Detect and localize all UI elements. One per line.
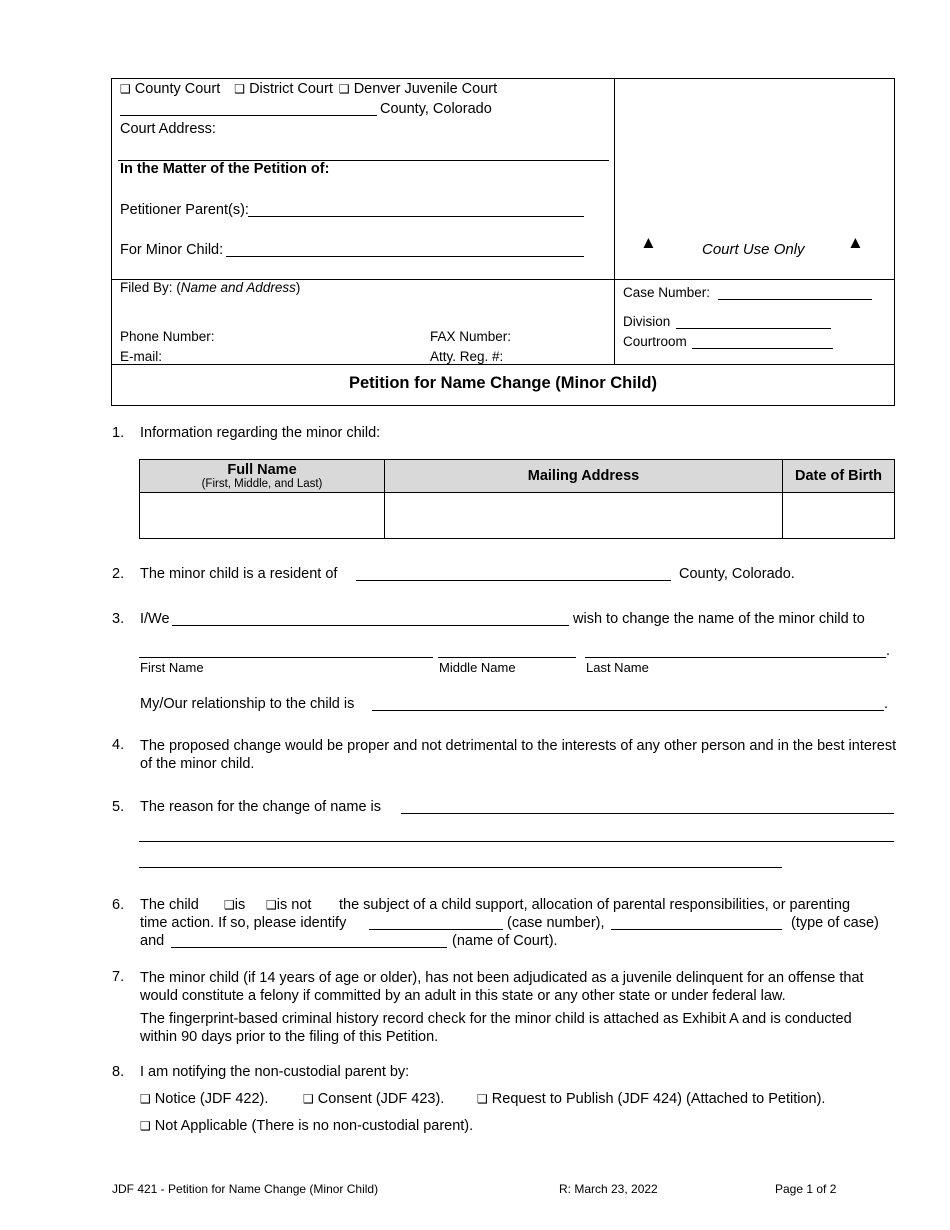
col-date-of-birth: Date of Birth — [783, 460, 895, 493]
table-row — [140, 493, 895, 539]
reason-field-1[interactable] — [401, 813, 894, 814]
item-number: 8. — [112, 1064, 125, 1080]
county-suffix: County, Colorado — [380, 101, 492, 117]
case-number-label: Case Number: — [623, 285, 711, 300]
item-3-text-b: wish to change the name of the minor child to — [573, 611, 865, 627]
item-number: 6. — [112, 897, 125, 913]
first-name-label: First Name — [140, 660, 204, 675]
up-arrow-icon: ▲ — [640, 233, 657, 252]
checkbox-icon[interactable]: ❑ — [140, 1119, 151, 1133]
full-name-cell[interactable] — [140, 493, 385, 539]
district-court-option[interactable]: ❑ District Court — [234, 81, 333, 97]
petitioner-field[interactable] — [248, 216, 584, 217]
item-2-suffix: County, Colorado. — [679, 566, 795, 582]
item-6-text-c: time action. If so, please identify — [140, 915, 347, 931]
item-number: 1. — [112, 425, 125, 441]
checkbox-icon[interactable]: ❑ — [303, 1092, 314, 1106]
checkbox-icon[interactable]: ❑ — [140, 1092, 151, 1106]
county-court-option[interactable]: ❑ County Court — [120, 81, 221, 97]
item-8-text: I am notifying the non-custodial parent by: — [140, 1064, 410, 1080]
period: . — [886, 643, 891, 659]
last-name-label: Last Name — [586, 660, 649, 675]
reason-field-3[interactable] — [139, 867, 782, 868]
mailing-address-cell[interactable] — [385, 493, 783, 539]
item-number: 3. — [112, 611, 125, 627]
case-number-field-6[interactable] — [369, 929, 503, 930]
courtroom-field[interactable] — [692, 348, 833, 349]
up-arrow-icon: ▲ — [847, 233, 864, 252]
fax-label: FAX Number: — [430, 329, 512, 344]
checkbox-icon[interactable]: ❑ — [224, 898, 235, 912]
email-label: E-mail: — [120, 349, 163, 364]
reason-field-2[interactable] — [139, 841, 894, 842]
phone-label: Phone Number: — [120, 329, 215, 344]
item-7-text-a: The minor child (if 14 years of age or older), has not been adjudicated as a juvenile delinquent for an offense that would constitute a felony if committed by an adult in this state or any other state or under federal law. — [140, 970, 864, 1004]
item-6-text-b: the subject of a child support, allocation of parental responsibilities, or parenting — [339, 897, 851, 913]
publish-option[interactable]: ❑ Request to Publish (JDF 424) (Attached to Petition). — [477, 1091, 826, 1107]
atty-reg-label: Atty. Reg. #: — [430, 349, 504, 364]
court-options — [120, 81, 497, 97]
item-number: 7. — [112, 969, 125, 985]
resident-county-field[interactable] — [356, 580, 671, 581]
item-4-text: The proposed change would be proper and not detrimental to the interests of any other person and in the best interest of the minor child. — [140, 738, 897, 772]
item-5-text: The reason for the change of name is — [140, 799, 382, 815]
checkbox-icon[interactable]: ❑ — [266, 898, 277, 912]
notice-option[interactable]: ❑ Notice (JDF 422). — [140, 1091, 269, 1107]
checkbox-icon[interactable]: ❑ — [477, 1092, 488, 1106]
date-of-birth-cell[interactable] — [783, 493, 895, 539]
footer-revision: R: March 23, 2022 — [559, 1182, 658, 1196]
middle-name-field[interactable] — [438, 657, 576, 658]
item-number: 5. — [112, 799, 125, 815]
item-6-text: The child — [140, 897, 199, 913]
period: . — [884, 696, 889, 712]
name-of-court-field[interactable] — [171, 947, 447, 948]
item-number: 4. — [112, 737, 125, 753]
matter-label: In the Matter of the Petition of: — [120, 161, 330, 177]
caption-divider-2 — [112, 364, 894, 365]
footer-page: Page 1 of 2 — [775, 1182, 837, 1196]
table-header-row — [140, 460, 895, 493]
is-not-option[interactable]: ❑is not — [266, 897, 312, 913]
is-option[interactable]: ❑is — [224, 897, 246, 913]
consent-option[interactable]: ❑ Consent (JDF 423). — [303, 1091, 445, 1107]
denver-juvenile-court-option[interactable]: ❑ Denver Juvenile Court — [338, 81, 498, 97]
item-6-text-f: and — [140, 933, 165, 949]
courtroom-label: Courtroom — [623, 334, 687, 349]
relationship-label: My/Our relationship to the child is — [140, 696, 355, 712]
minor-child-field[interactable] — [226, 256, 584, 257]
not-applicable-option[interactable]: ❑ Not Applicable (There is no non-custodial parent). — [140, 1118, 474, 1134]
caption-divider-vertical — [614, 79, 615, 365]
filed-by-label: Filed By: (Name and Address) — [120, 280, 301, 295]
footer-form-id: JDF 421 - Petition for Name Change (Minor Child) — [112, 1182, 379, 1196]
minor-child-table — [139, 459, 895, 539]
col-mailing-address: Mailing Address — [385, 460, 783, 493]
court-address-label: Court Address: — [120, 121, 216, 137]
division-field[interactable] — [676, 328, 831, 329]
caption-box — [111, 78, 895, 406]
col-full-name: Full Name (First, Middle, and Last) — [140, 460, 385, 493]
county-field[interactable] — [120, 115, 377, 116]
item-6-text-g: (name of Court). — [452, 933, 558, 949]
court-use-only-label: Court Use Only — [702, 241, 805, 258]
case-number-field[interactable] — [718, 299, 872, 300]
petitioner-label: Petitioner Parent(s): — [120, 202, 249, 218]
checkbox-icon[interactable]: ❑ — [120, 82, 131, 96]
petitioner-name-field[interactable] — [172, 625, 569, 626]
item-7-text-b: The fingerprint-based criminal history record check for the minor child is attached as Exhibit A and is conducted within 90 days prior to the filing of this Petition. — [140, 1011, 852, 1045]
item-1-text: Information regarding the minor child: — [140, 425, 381, 441]
relationship-field[interactable] — [372, 710, 884, 711]
checkbox-icon[interactable]: ❑ — [234, 82, 246, 96]
division-label: Division — [623, 314, 671, 329]
middle-name-label: Middle Name — [439, 660, 516, 675]
checkbox-icon[interactable]: ❑ — [338, 82, 350, 96]
item-3-text: I/We — [140, 611, 170, 627]
first-name-field[interactable] — [139, 657, 433, 658]
page-title: Petition for Name Change (Minor Child) — [349, 374, 657, 392]
item-6-text-d: (case number), — [507, 915, 605, 931]
last-name-field[interactable] — [585, 657, 886, 658]
item-6-text-e: (type of case) — [791, 915, 879, 931]
minor-child-label: For Minor Child: — [120, 242, 224, 258]
type-of-case-field[interactable] — [611, 929, 782, 930]
item-2-text: The minor child is a resident of — [140, 566, 338, 582]
item-number: 2. — [112, 566, 125, 582]
